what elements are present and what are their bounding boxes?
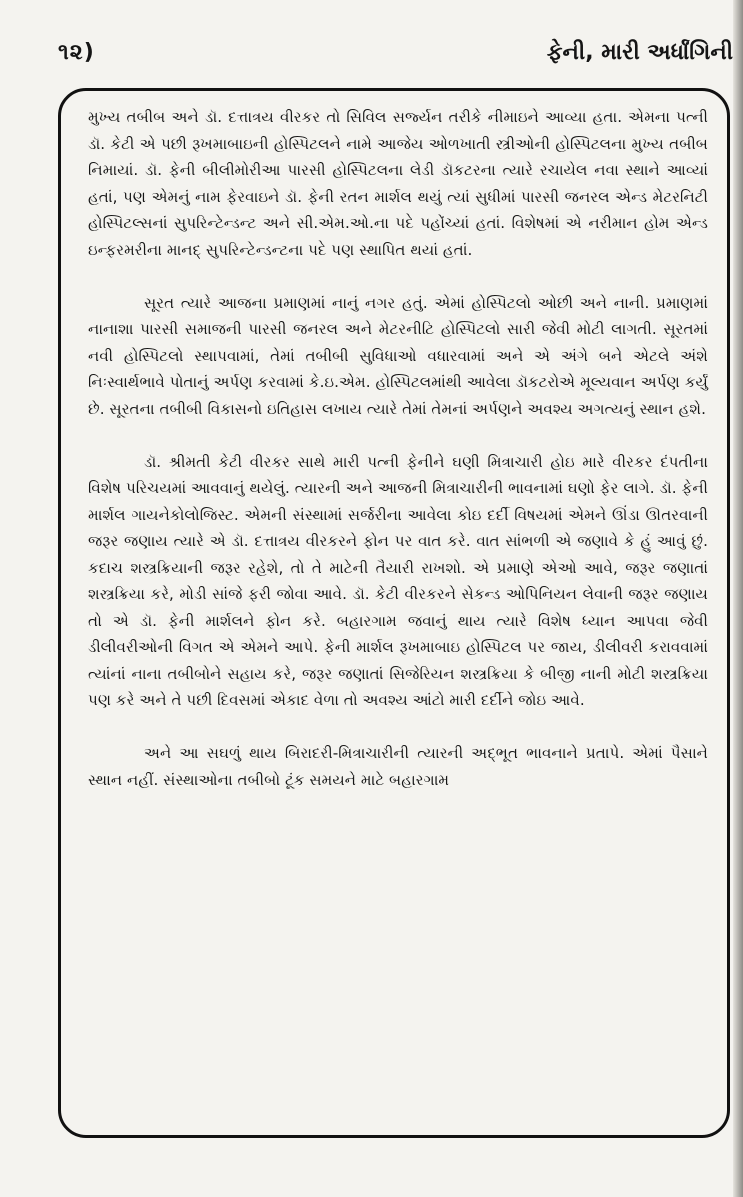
paragraph: મુખ્ય તબીબ અને ડૉ. દત્તાત્રય વીરકર તો સિવિલ સર્જ્યન તરીકે નીમાઇને આવ્યા હતા. એમના પત્ની ડૉ. કેટી એ પછી રૂખમાબાઇની હોસ્પિટલને નામે આજેય ઓળખાતી સ્ત્રીઓની હોસ્પિટલના મુખ્ય તબીબ નિમાયાં. ડૉ. ફેની બીલીમોરીઆ પારસી હોસ્પિટલના લેડી ડૉકટરના ત્યારે રચાયેલ નવા સ્થાને આવ્યાં હતાં, પણ એમનું નામ ફેરવાઇને ડૉ. ફેની રતન માર્શલ થયું ત્યાં સુધીમાં પારસી જનરલ એન્ડ મેટરનિટી હોસ્પિટલ્સનાં સુપરિન્ટેન્ડન્ટ અને સી.એમ.ઓ.ના પદે પહોંચ્યાં હતાં. વિશેષમાં એ નરીમાન હોમ એન્ડ ઇન્ફરમરીના માનદ્ સુપરિન્ટેન્ડન્ટના પદે પણ સ્થાપિત થયાં હતાં.: [88, 108, 708, 259]
running-title: ફેની, મારી અર્ધાંગિની: [546, 40, 733, 65]
paragraph: અને આ સઘળું થાય બિરાદરી-મિત્રાચારીની ત્યારની અદ્ભૂત ભાવનાને પ્રતાપે. એમાં પૈસાને સ્થાન નહીં. સંસ્થાઓના તબીબો ટૂંક સમયને માટે બહારગામ: [88, 744, 708, 789]
paragraph: ડૉ. શ્રીમતી કેટી વીરકર સાથે મારી પત્ની ફેનીને ઘણી મિત્રાચારી હોઇ મારે વીરકર દંપતીના વિશેષ પરિચયમાં આવવાનું થયેલું. ત્યારની અને આજની મિત્રાચારીની ભાવનામાં ઘણો ફેર લાગે. ડૉ. ફેની માર્શલ ગાયનેકોલોજિસ્ટ. એમની સંસ્થામાં સર્જરીના આવેલા કોઇ દર્દી વિષયમાં એમને ઊંડા ઊતરવાની જરૂર જણાય ત્યારે એ ડૉ. દત્તાત્રય વીરકરને ફોન પર વાત કરે. વાત સાંભળી એ જણાવે કે હું આવું છું. કદાચ શસ્ત્રક્રિયાની જરૂર રહેશે, તો તે માટેની તૈયારી રાખશો. એ પ્રમાણે એઓ આવે, જરૂર જણાતાં શસ્ત્રક્રિયા કરે, મોડી સાંજે ફરી જોવા આવે. ડૉ. કેટી વીરકરને સેકન્ડ ઓપિનિયન લેવાની જરૂર જણાય તો એ ડૉ. ફેની માર્શલને ફોન કરે. બહારગામ જવાનું થાય ત્યારે વિશેષ ધ્યાન આપવા જેવી ડીલીવરીઓની વિગત એ એમને આપે. ફેની માર્શલ રૂખમાબાઇ હોસ્પિટલ પર જાય, ડીલીવરી કરાવવામાં ત્યાંનાં નાના તબીબોને સહાય કરે, જરૂર જણાતાં સિજેરિયન શસ્ત્રક્રિયા કે બીજી નાની મોટી શસ્ત્રક્રિયા પણ કરે અને તે પછી દિવસમાં એકાદ વેળા તો અવશ્ય આંટો મારી દર્દીને જોઇ આવે.: [88, 452, 708, 709]
book-spine-shadow: [733, 0, 743, 1197]
paragraph: સૂરત ત્યારે આજના પ્રમાણમાં નાનું નગર હતું. એમાં હોસ્પિટલો ઓછી અને નાની. પ્રમાણમાં નાનાશા પારસી સમાજની પારસી જનરલ અને મેટરનીટિ હોસ્પિટલો સારી જેવી મોટી લાગતી. સૂરતમાં નવી હોસ્પિટલો સ્થાપવામાં, તેમાં તબીબી સુવિધાઓ વધારવામાં અને એ અંગે બને એટલે અંશે નિઃસ્વાર્થભાવે પોતાનું અર્પણ કરવામાં કે.ઇ.એમ. હોસ્પિટલમાંથી આવેલા ડૉકટરોએ મૂલ્યવાન અર્પણ કર્યું છે. સૂરતના તબીબી વિકાસનો ઇતિહાસ લખાય ત્યારે તેમાં તેમનાં અર્પણને અવશ્ય અગત્યનું સ્થાન હશે.: [88, 293, 708, 418]
page-number: ૧૨): [58, 40, 95, 65]
body-text: [88, 104, 708, 793]
